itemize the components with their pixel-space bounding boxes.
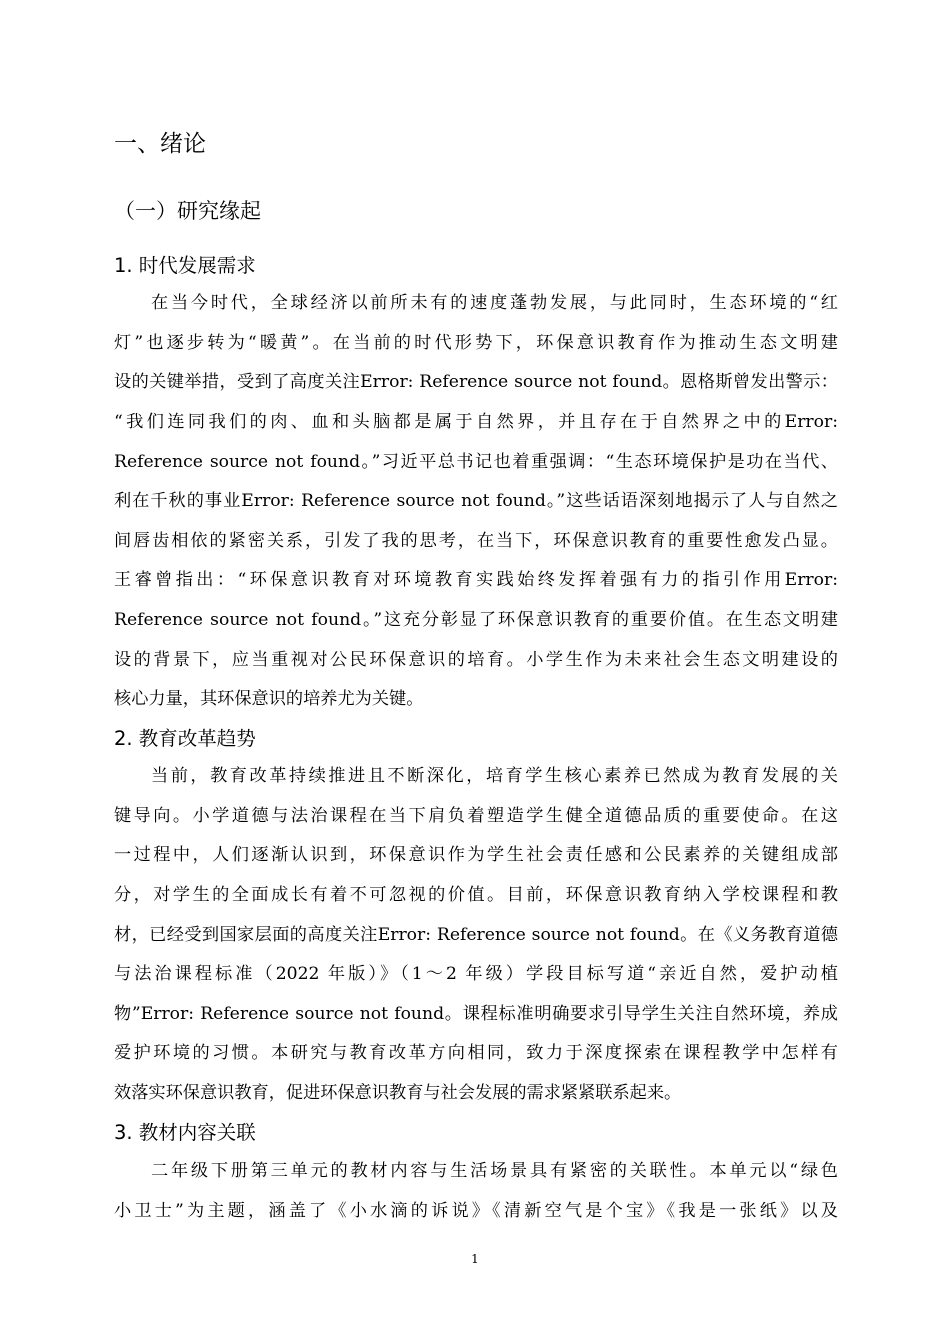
- text-line: 分，对学生的全面成长有着不可忽视的价值。目前，环保意识教育纳入学校课程和教: [114, 884, 838, 905]
- text-line: 二年级下册第三单元的教材内容与生活场景具有紧密的关联性。本单元以“绿色: [151, 1161, 838, 1181]
- chapter-heading: 一、绪论: [114, 131, 206, 157]
- page-number: 1: [471, 1252, 479, 1266]
- text-line: 当前，教育改革持续推进且不断深化，培育学生核心素养已然成为教育发展的关: [151, 766, 838, 786]
- text-line: 爱护环境的习惯。本研究与教育改革方向相同，致力于深度探索在课程教学中怎样有: [114, 1043, 838, 1064]
- text-line: 间唇齿相依的紧密关系，引发了我的思考，在当下，环保意识教育的重要性愈发凸显。: [114, 530, 838, 551]
- text-line: 物”Error: Reference source not found。课程标准明确要求引导学生关注自然环境，养成: [114, 1003, 838, 1024]
- subsection-heading-2: 2. 教育改革趋势: [114, 727, 256, 750]
- text-line: 设的关键举措，受到了高度关注Error: Reference source not found。恩格斯曾发出警示：: [114, 372, 838, 393]
- paragraph-3: [114, 1152, 838, 1231]
- section-heading: （一）研究缘起: [114, 199, 261, 223]
- text-line: 与法治课程标准（2022 年版）》（1～2 年级）学段目标写道“亲近自然，爱护动植: [114, 964, 838, 985]
- text-line: 效落实环保意识教育，促进环保意识教育与社会发展的需求紧紧联系起来。: [114, 1083, 682, 1104]
- text-line: 小卫士”为主题，涵盖了《小水滴的诉说》《清新空气是个宝》《我是一张纸》以及: [114, 1200, 838, 1221]
- paragraph-2: [114, 757, 838, 1114]
- text-line: Reference source not found。”习近平总书记也着重强调：“生态环境保护是功在当代、: [114, 451, 838, 472]
- text-line: “我们连同我们的肉、血和头脑都是属于自然界，并且存在于自然界之中的Error:: [114, 411, 838, 432]
- text-line: 设的背景下，应当重视对公民环保意识的培育。小学生作为未来社会生态文明建设的: [114, 649, 838, 670]
- subsection-heading-1: 1. 时代发展需求: [114, 254, 256, 277]
- text-line: 材，已经受到国家层面的高度关注Error: Reference source not found。在《义务教育道德: [114, 924, 838, 945]
- text-line: 一过程中，人们逐渐认识到，环保意识作为学生社会责任感和公民素养的关键组成部: [114, 845, 838, 866]
- text-line: 核心力量，其环保意识的培养尤为关键。: [114, 689, 424, 710]
- paragraph-1: [114, 284, 838, 720]
- text-line: Reference source not found。”这充分彰显了环保意识教育的重要价值。在生态文明建: [114, 610, 838, 631]
- text-line: 在当今时代，全球经济以前所未有的速度蓬勃发展，与此同时，生态环境的“红: [151, 293, 838, 313]
- text-line: 灯”也逐步转为“暖黄”。在当前的时代形势下，环保意识教育作为推动生态文明建: [114, 332, 838, 353]
- text-line: 键导向。小学道德与法治课程在当下肩负着塑造学生健全道德品质的重要使命。在这: [114, 805, 838, 826]
- text-line: 利在千秋的事业Error: Reference source not found。”这些话语深刻地揭示了人与自然之: [114, 491, 838, 512]
- text-line: 王睿曾指出：“环保意识教育对环境教育实践始终发挥着强有力的指引作用Error:: [114, 570, 838, 591]
- subsection-heading-3: 3. 教材内容关联: [114, 1121, 256, 1144]
